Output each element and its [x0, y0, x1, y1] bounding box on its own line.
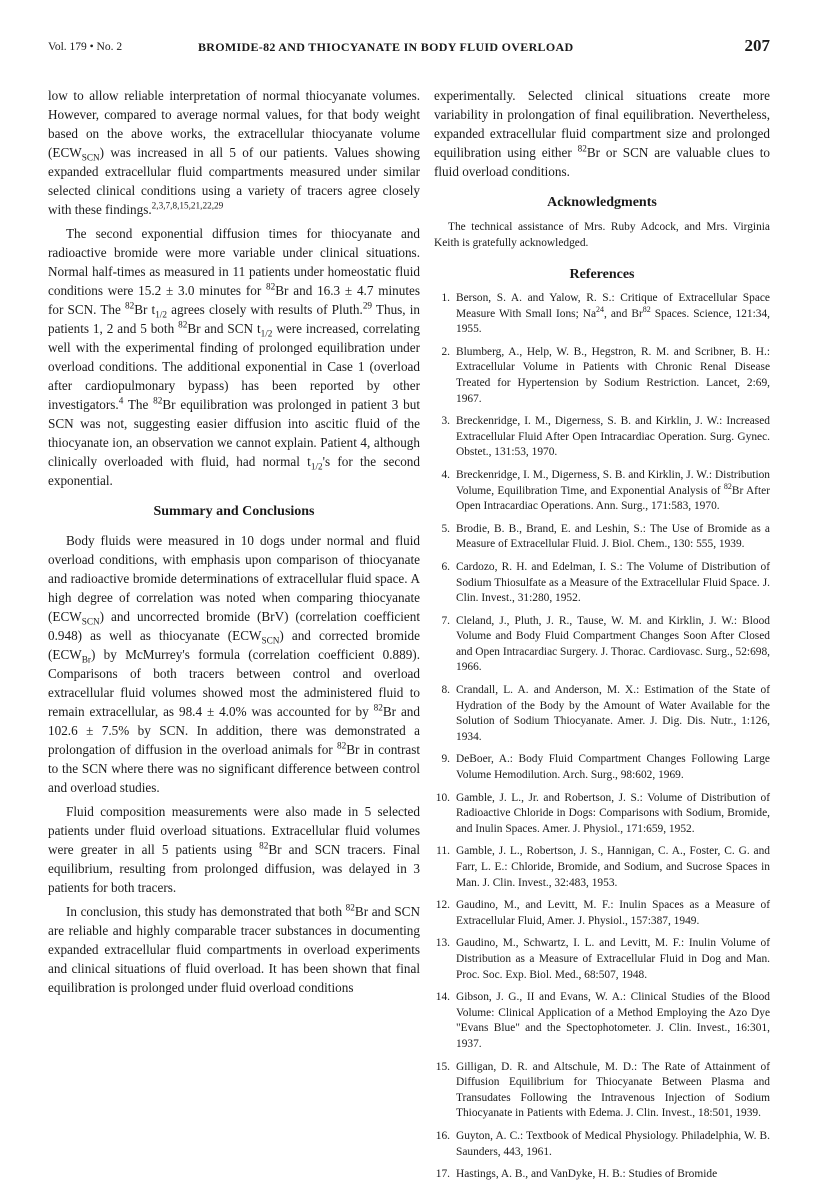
reference-item — [434, 683, 770, 745]
reference-list — [434, 291, 770, 1183]
running-header — [48, 36, 770, 62]
paragraph-continued: low to allow reliable interpretation of normal thiocyanate volumes. However, compared to average normal values, for that body weight based on the above works, the extracellular thiocyanate volume $(ECW_{SCN})$ was increased in all 5 of our patients. Values showing expanded extracellular fluid compartments measured under similar selected clinical conditions using a variety of tracers agree closely with these findings.$^{2,3,7,8,15,21,22,29}$ — [48, 88, 420, 217]
reference-item — [434, 791, 770, 838]
reference-number: 3. — [441, 415, 450, 428]
reference-number: 13. — [435, 937, 450, 950]
acknowledgments-heading: Acknowledgments — [547, 195, 657, 210]
reference-number: 2. — [441, 345, 450, 358]
reference-number: 5. — [441, 522, 450, 535]
reference-text: Blumberg, A., Help, W. B., Hegstron, R. M. and Scribner, B. H.: Extracellular Volume in Patients with Chronic Renal Disease Treated for Hypertension by Sodium Restriction. Lancet, 2:69, 1967. — [456, 345, 770, 405]
reference-item — [434, 936, 770, 983]
reference-text: Gamble, J. L., Jr. and Robertson, J. S.: Volume of Distribution of Radioactive Chloride in Dogs: Comparisons with Sodium, Bromide, and Inulin Spaces. Amer. J. Physiol., 171:659, 1952. — [456, 791, 770, 835]
reference-number: 9. — [441, 753, 450, 766]
reference-item — [434, 522, 770, 553]
reference-item — [434, 1060, 770, 1122]
paragraph-conclusion-continued: experimentally. Selected clinical situations create more variability in prolongation of final equilibration. Nevertheless, expanded extracellular fluid compartment size and prolonged equilibration using either $^{82}$Br or SCN are valuable clues to fluid overload conditions. — [434, 88, 770, 179]
reference-item — [434, 560, 770, 607]
reference-text: Guyton, A. C.: Textbook of Medical Physiology. Philadelphia, W. B. Saunders, 443, 1961. — [456, 1129, 770, 1158]
reference-item — [434, 990, 770, 1052]
reference-item — [434, 844, 770, 891]
reference-text: Gibson, J. G., II and Evans, W. A.: Clinical Studies of the Blood Volume: Clinical Application of a Method Employing the Azo Dye "Evans Blue" and the Spectophotometer. J. Clin. Invest., 16:301, 1937. — [456, 991, 770, 1050]
reference-number: 10. — [435, 791, 450, 804]
right-column — [434, 86, 770, 1190]
reference-item — [434, 752, 770, 783]
reference-text: Gaudino, M., and Levitt, M. F.: Inulin Spaces as a Measure of Extracellular Fluid, Amer. J. Physiol., 157:387, 1949. — [456, 899, 770, 927]
reference-number: 7. — [441, 614, 450, 627]
volume-issue: Vol. 179 • No. 2 — [48, 41, 123, 53]
reference-text: Berson, S. A. and Yalow, R. S.: Critique of Extracellular Space Measure With Small Ions; Na$^{24}$, and Br$^{82}$ Spaces. Science, 121:34, 1955. — [456, 292, 770, 336]
reference-number: 11. — [436, 845, 450, 858]
reference-text: DeBoer, A.: Body Fluid Compartment Changes Following Large Volume Hemodilution. Arch. Surg., 98:602, 1969. — [456, 753, 770, 782]
reference-number: 17. — [435, 1168, 450, 1181]
reference-text: Cleland, J., Pluth, J. R., Tause, W. M. and Kirklin, J. W.: Blood Volume and Body Fluid Compartment Changes Soon After Closed and Open Intracardiac Surgery. J. Thorac. Cardiovasc. Surg., 52:698, 1966. — [456, 614, 771, 674]
acknowledgments-text: The technical assistance of Mrs. Ruby Adcock, and Mrs. Virginia Keith is gratefully acknowledged. — [434, 221, 770, 249]
reference-text: Gaudino, M., Schwartz, I. L. and Levitt, M. F.: Inulin Volume of Distribution as a Measure of Extracellular Fluid in Dog and Man. Proc. Soc. Exp. Biol. Med., 68:507, 1948. — [456, 937, 770, 981]
reference-number: 14. — [435, 991, 450, 1004]
reference-text: Breckenridge, I. M., Digerness, S. B. and Kirklin, J. W.: Increased Extracellular Fluid After Open Intracardiac Operation. Surg. Gynec. Obstet., 131:53, 1970. — [456, 415, 770, 459]
left-column — [48, 86, 420, 1002]
reference-text: Breckenridge, I. M., Digerness, S. B. and Kirklin, J. W.: Distribution Volume, Equilibration Time, and Exponential Analysis of $^{82}$Br After Open Intracardiac Operations. Ann. Surg., 171:583, 1970. — [456, 468, 770, 513]
page-number: 207 — [744, 36, 770, 55]
reference-number: 16. — [435, 1129, 450, 1142]
reference-number: 1. — [441, 292, 450, 304]
paragraph-summary-patients: Fluid composition measurements were also made in 5 selected patients under fluid overload situations. Extracellular fluid volumes were greater in all 5 patients using $^{82}$Br and SCN tracers. Final equilibrium, resulting from prolonged diffusion, was delayed in 3 patients for both tracers. — [48, 804, 420, 895]
reference-number: 4. — [441, 468, 450, 481]
reference-text: Brodie, B. B., Brand, E. and Leshin, S.: The Use of Bromide as a Measure of Extracellular Fluid. J. Biol. Chem., 130: 555, 1939. — [456, 522, 770, 551]
reference-number: 15. — [435, 1060, 450, 1073]
reference-item — [434, 1167, 770, 1183]
reference-number: 8. — [441, 684, 450, 697]
reference-text: Gilligan, D. R. and Altschule, M. D.: The Rate of Attainment of Diffusion Equilibrium for Thiocyanate Between Plasma and Transudates Following the Intravenous Injection of Sodium Thiocyanate in Patients with Edema. J. Clin. Invest., 18:501, 1939. — [456, 1060, 770, 1120]
reference-text: Gamble, J. L., Robertson, J. S., Hannigan, C. A., Foster, C. G. and Farr, L. E.: Chloride, Bromide, and Sodium, and Sucrose Spaces in Man. J. Clin. Invest., 32:483, 1953. — [456, 845, 770, 889]
reference-item — [434, 1129, 770, 1160]
running-title: BROMIDE-82 AND THIOCYANATE IN BODY FLUID OVERLOAD — [198, 40, 574, 54]
references-heading: References — [569, 267, 635, 282]
reference-item — [434, 468, 770, 515]
reference-number: 6. — [441, 560, 450, 573]
reference-item — [434, 614, 770, 676]
reference-text: Crandall, L. A. and Anderson, M. X.: Estimation of the State of Hydration of the Body by the Amount of Water Available for the Solution of Sodium Thiocyanate. Amer. J. Dig. Dis. Nutr., 1:126, 1934. — [456, 684, 770, 743]
reference-item — [434, 898, 770, 929]
reference-item — [434, 291, 770, 338]
reference-text: Hastings, A. B., and VanDyke, H. B.: Studies of Bromide — [456, 1168, 718, 1181]
paragraph-summary-dogs: Body fluids were measured in 10 dogs under normal and fluid overload conditions, with emphasis upon comparison of thiocyanate and radioactive bromide determinations of extracellular fluid space. A high degree of correlation was noted when comparing thiocyanate $(ECW_{SCN})$ and uncorrected bromide (BrV) (correlation coefficient 0.948) as well as thiocyanate $(ECW_{SCN})$ and corrected bromide $(ECW_{Br})$ by McMurrey's formula (correlation coefficient 0.889). Comparisons of both tracers between control and overload extracellular fluid volumes showed most the administered fluid to remain extracellular, as 98.4 ± 4.0% was accounted for by $^{82}$Br and 102.6 ± 7.5% by SCN. In addition, there was demonstrated a prolongation of diffusion in the overload animals for $^{82}$Br in contrast to the SCN where there was no significant difference between control and overload studies. — [48, 533, 420, 795]
reference-item — [434, 345, 770, 407]
paragraph-conclusion: In conclusion, this study has demonstrated that both $^{82}$Br and SCN are reliable and highly comparable tracer substances in documenting expanded extracellular fluid compartments in overload experiments and clinical situations of fluid overload. It has been shown that final equilibration is prolonged under fluid overload conditions — [48, 902, 420, 995]
reference-item — [434, 414, 770, 461]
paragraph-diffusion-times: The second exponential diffusion times for thiocyanate and radioactive bromide were more variable under clinical situations. Normal half-times as measured in 11 patients under homeostatic fluid conditions were 15.2 ± 3.0 minutes for $^{82}$Br and 16.3 ± 4.7 minutes for SCN. The $^{82}$Br $t_{1/2}$ agrees closely with results of Pluth.$^{29}$ Thus, in patients 1, 2 and 5 both $^{82}$Br and SCN $t_{1/2}$ were increased, correlating well with the experimental finding of prolonged equilibration under overload conditions. The additional exponential in Case 1 (overload after cardiopulmonary bypass) has been reported by other investigators.$^4$ The $^{82}$Br equilibration was prolonged in patient 3 but SCN was not, suggesting easier diffusion into ascitic fluid of the thiocyanate ion, an observation we cannot explain. Patient 4, although clinically overloaded with fluid, had normal $t_{1/2}'s$ for the second exponential. — [48, 226, 420, 488]
reference-number: 12. — [435, 899, 450, 912]
summary-heading: Summary and Conclusions — [153, 504, 315, 519]
reference-text: Cardozo, R. H. and Edelman, I. S.: The Volume of Distribution of Sodium Thiosulfate as a Measure of the Extracellular Fluid Space. J. Clin. Invest., 31:280, 1952. — [456, 560, 770, 605]
